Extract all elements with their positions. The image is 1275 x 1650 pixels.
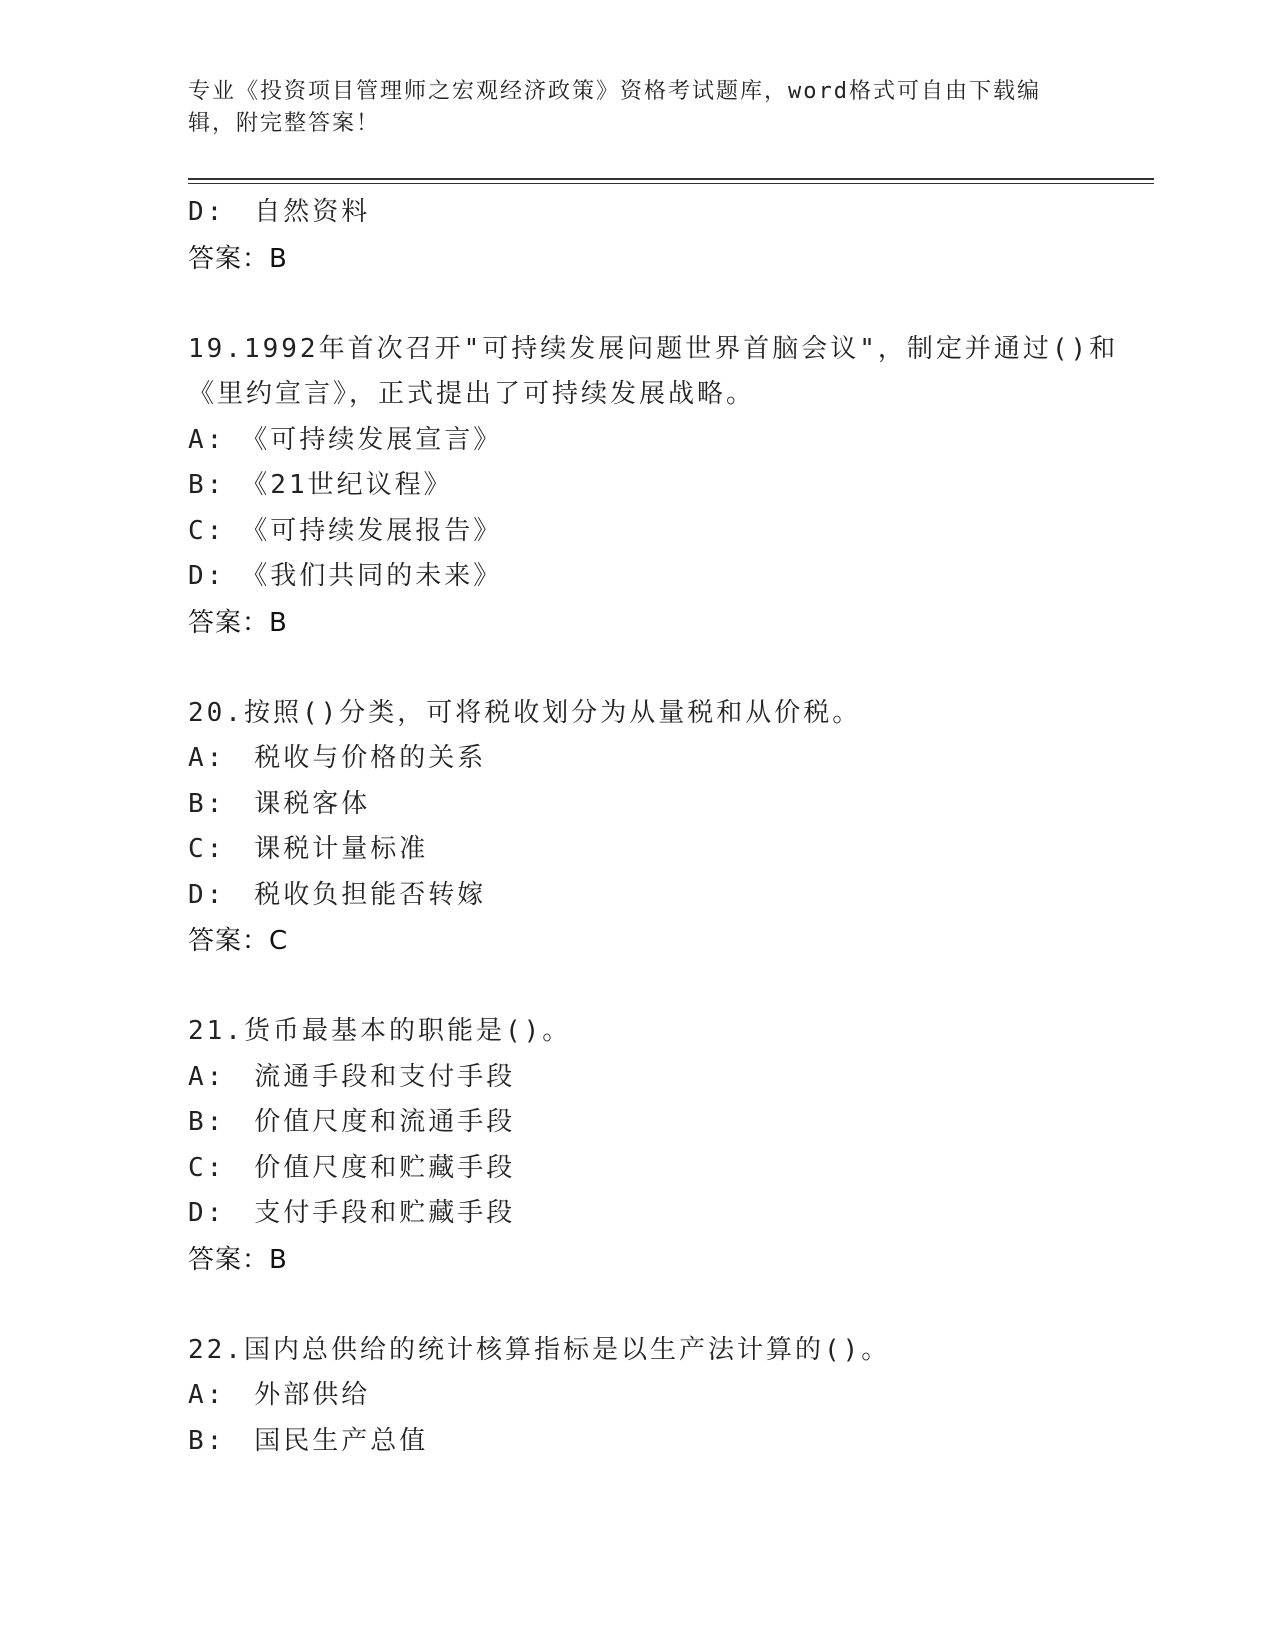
header-line-2: 辑，附完整答案！ [188,111,381,136]
header-divider-thick [188,178,1154,180]
question-stem: 21.货币最基本的职能是()。 [188,1016,572,1046]
answer-line: 答案：B [188,607,288,638]
question-block-21 [188,1009,1148,1284]
option-c: C: 价值尺度和贮藏手段 [188,1152,516,1183]
question-block-18 [188,190,1148,283]
option-a: A: 流通手段和支付手段 [188,1061,516,1092]
question-stem: 22.国内总供给的统计核算指标是以生产法计算的()。 [188,1334,891,1365]
question-stem: 19.1992年首次召开"可持续发展问题世界首脑会议"，制定并通过()和 [188,333,1119,364]
option-d: D: 《我们共同的未来》 [188,561,503,591]
question-stem: 20.按照()分类，可将税收划分为从量税和从价税。 [188,697,862,728]
option-a: A: 税收与价格的关系 [188,743,487,773]
option-b: B: 《21世纪议程》 [188,470,453,500]
answer-line: 答案：C [188,926,289,956]
option-d: D: 税收负担能否转嫁 [188,879,487,910]
answer-line: 答案：B [188,1244,288,1275]
question-stem-continued: 《里约宣言》，正式提出了可持续发展战略。 [188,379,756,409]
option-c: C: 《可持续发展报告》 [188,515,503,546]
option-a: A: 外部供给 [188,1380,371,1410]
option-b: B: 价值尺度和流通手段 [188,1107,516,1137]
option-b: B: 课税客体 [188,788,371,819]
answer-line: 答案：B [188,243,288,274]
question-block-19 [188,327,1148,647]
option-d: D: 支付手段和贮藏手段 [188,1198,516,1228]
question-list [188,190,1148,1464]
option-d: D: 自然资料 [188,197,371,227]
header-line-1: 专业《投资项目管理师之宏观经济政策》资格考试题库，word格式可自由下载编 [188,79,1041,104]
option-b: B: 国民生产总值 [188,1425,429,1456]
document-header [188,76,1088,140]
option-c: C: 课税计量标准 [188,834,429,864]
option-a: A: 《可持续发展宣言》 [188,424,503,455]
header-divider-thin [188,183,1154,184]
question-block-22 [188,1328,1148,1465]
question-block-20 [188,691,1148,966]
